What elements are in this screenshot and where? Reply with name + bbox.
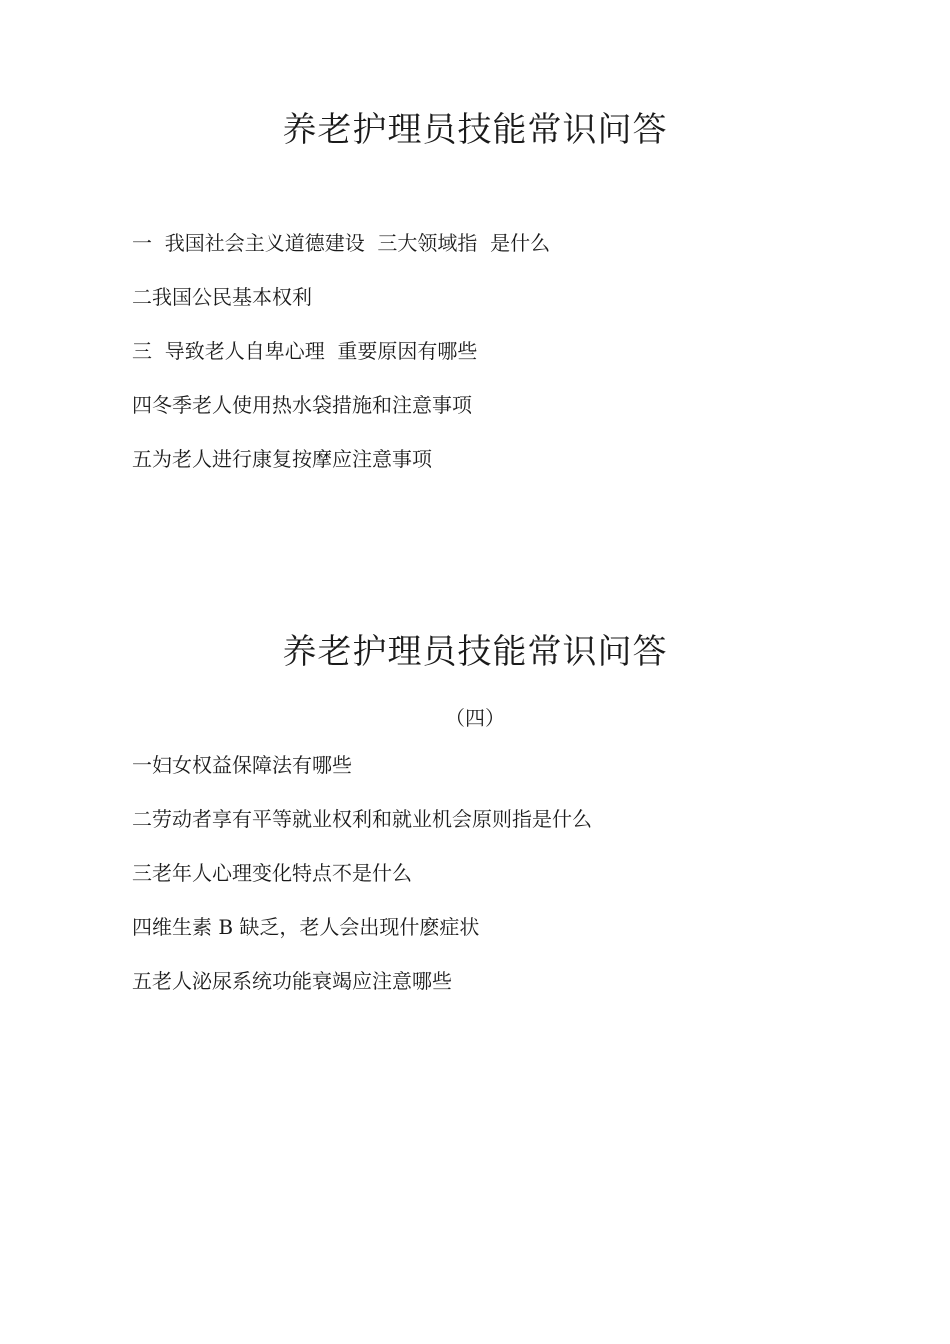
- question-item: 三老年人心理变化特点不是什么: [132, 861, 412, 885]
- section-two: [0, 630, 950, 1020]
- document-title: 养老护理员技能常识问答: [282, 632, 668, 672]
- section-subtitle: （四）: [445, 706, 505, 730]
- document-title: 养老护理员技能常识问答: [282, 110, 668, 150]
- question-list: [0, 228, 950, 474]
- question-list: [0, 750, 950, 996]
- question-item: 一 我国社会主义道德建设 三大领域指 是什么: [132, 231, 551, 255]
- question-item: 二我国公民基本权利: [132, 285, 312, 309]
- question-item: 五为老人进行康复按摩应注意事项: [132, 447, 432, 471]
- section-one: [0, 108, 950, 498]
- question-item: 一妇女权益保障法有哪些: [132, 753, 352, 777]
- question-item: 五老人泌尿系统功能衰竭应注意哪些: [132, 969, 452, 993]
- question-item: 四冬季老人使用热水袋措施和注意事项: [132, 393, 472, 417]
- question-item: 二劳动者享有平等就业权利和就业机会原则指是什么: [132, 807, 592, 831]
- question-item: 四维生素 B 缺乏，老人会出现什麽症状: [132, 915, 480, 939]
- question-item: 三 导致老人自卑心理 重要原因有哪些: [132, 339, 478, 363]
